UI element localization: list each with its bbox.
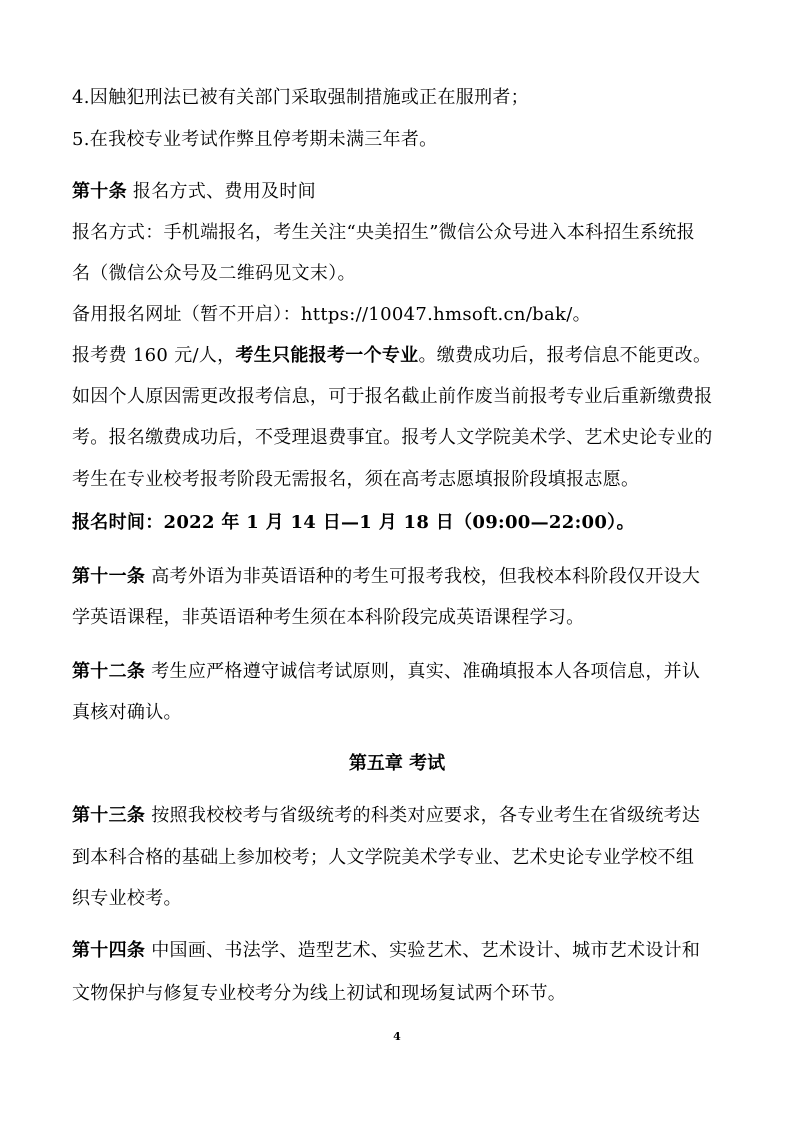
article-10-backup-url: 备用报名网址（暂不开启）：https://10047.hmsoft.cn/bak/。 [72, 304, 591, 325]
article-12-text-1: 考生应严格遵守诚信考试原则，真实、准确填报本人各项信息，并认 [145, 661, 701, 682]
article-10-fee-emphasis: 考生只能报考一个专业 [235, 345, 419, 366]
chapter-5-title: 第五章 考试 [348, 753, 446, 774]
article-12-heading: 第十二条 [72, 661, 146, 682]
article-13-heading: 第十三条 [72, 805, 146, 826]
article-13-line-1 [72, 804, 732, 828]
article-10-registration-time: 报名时间：2022 年 1 月 14 日—1 月 18 日（09:00—22:00）。 [72, 512, 635, 533]
article-10-change-line-2: 考。报名缴费成功后，不受理退费事宜。报考人文学院美术学、艺术史论专业的 [72, 427, 713, 448]
article-11-heading: 第十一条 [72, 566, 146, 587]
item-5: 5.在我校专业考试作弊且停考期未满三年者。 [72, 129, 438, 150]
article-14-heading: 第十四条 [72, 940, 146, 961]
page-number: 4 [393, 1030, 401, 1043]
article-10-fee-line [72, 344, 732, 368]
article-12-line-1 [72, 660, 732, 684]
article-13-line-3: 织专业校考。 [72, 888, 182, 909]
article-10-method-line-2: 名（微信公众号及二维码见文末）。 [72, 263, 356, 284]
article-10-title-line [72, 180, 732, 204]
article-13-line-2: 到本科合格的基础上参加校考；人文学院美术学专业、艺术史论专业学校不组 [72, 847, 695, 868]
article-10-title: 报名方式、费用及时间 [126, 181, 316, 202]
article-14-line-2: 文物保护与修复专业校考分为线上初试和现场复试两个环节。 [72, 983, 567, 1004]
article-11-text-1: 高考外语为非英语语种的考生可报考我校，但我校本科阶段仅开设大 [145, 566, 701, 587]
article-13-text-1: 按照我校校考与省级统考的科类对应要求，各专业考生在省级统考达 [145, 805, 701, 826]
article-14-line-1 [72, 939, 732, 963]
article-11-line-2: 学英语课程，非英语语种考生须在本科阶段完成英语课程学习。 [72, 607, 585, 628]
article-10-change-line-3: 考生在专业校考报考阶段无需报名，须在高考志愿填报阶段填报志愿。 [72, 469, 640, 490]
article-10-method-line-1: 报名方式：手机端报名，考生关注“央美招生”微信公众号进入本科招生系统报 [72, 222, 695, 243]
article-10-change-line-1: 如因个人原因需更改报考信息，可于报名截止前作废当前报考专业后重新缴费报 [72, 386, 713, 407]
article-10-fee-part-1: 报考费 160 元/人， [72, 345, 236, 366]
article-14-text-1: 中国画、书法学、造型艺术、实验艺术、艺术设计、城市艺术设计和 [145, 940, 701, 961]
article-10-fee-part-2: 。缴费成功后，报考信息不能更改。 [418, 345, 712, 366]
article-11-line-1 [72, 565, 732, 589]
item-4: 4.因触犯刑法已被有关部门采取强制措施或正在服刑者； [72, 87, 529, 108]
article-10-heading: 第十条 [72, 181, 127, 202]
article-12-line-2: 真核对确认。 [72, 702, 182, 723]
